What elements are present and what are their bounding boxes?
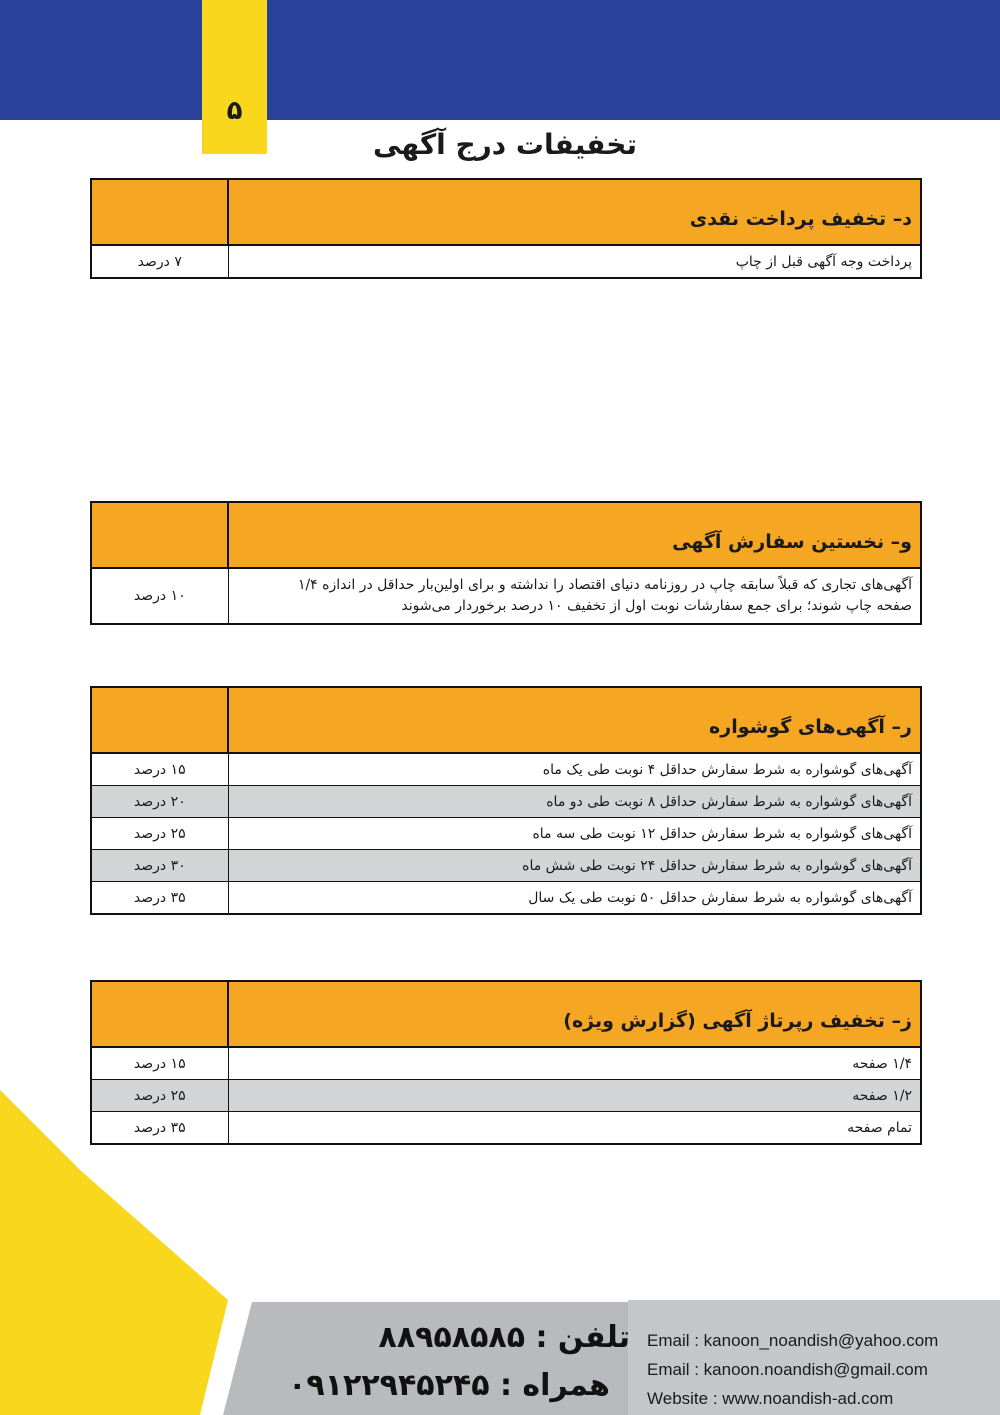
table-row [91, 1112, 921, 1145]
page-number: ۵ [226, 96, 243, 126]
row-description: پرداخت وجه آگهی قبل از چاپ [228, 245, 921, 278]
section-cash-payment-table [90, 178, 922, 279]
page-number-tab [202, 0, 267, 154]
section-header [91, 502, 921, 568]
row-discount: ۳۰ درصد [91, 850, 228, 882]
row-discount: ۷ درصد [91, 245, 228, 278]
row-description: ۱/۲ صفحه [228, 1080, 921, 1112]
section-header-blank [91, 687, 228, 753]
top-blue-band [0, 0, 1000, 120]
section-header [91, 981, 921, 1047]
row-discount: ۳۵ درصد [91, 1112, 228, 1145]
table-row [91, 1047, 921, 1080]
row-discount: ۲۵ درصد [91, 1080, 228, 1112]
row-discount: ۲۰ درصد [91, 786, 228, 818]
row-description-line: آگهی‌های تجاری که قبلاً سابقه چاپ در روزنامه دنیای اقتصاد را نداشته و برای اولین‌بار حداقل در اندازه ۱/۴ [297, 577, 912, 593]
row-discount: ۱۵ درصد [91, 753, 228, 786]
section-first-order-table [90, 501, 922, 625]
footer-phone: تلفن : ۸۸۹۵۸۵۸۵ [378, 1320, 630, 1355]
footer-email-yahoo[interactable]: Email : kanoon_noandish@yahoo.com [647, 1331, 939, 1350]
table-row [91, 850, 921, 882]
row-discount: ۱۵ درصد [91, 1047, 228, 1080]
section-heading: ز– تخفیف رپرتاژ آگهی (گزارش ویژه) [228, 981, 921, 1047]
section-heading: د– تخفیف پرداخت نقدی [228, 179, 921, 245]
footer-website[interactable]: Website : www.noandish-ad.com [647, 1389, 894, 1408]
section-reportage-table [90, 980, 922, 1145]
table-row [91, 245, 921, 278]
row-description [228, 568, 921, 624]
row-description: آگهی‌های گوشواره به شرط سفارش حداقل ۱۲ نوبت طی سه ماه [228, 818, 921, 850]
row-description: آگهی‌های گوشواره به شرط سفارش حداقل ۸ نوبت طی دو ماه [228, 786, 921, 818]
section-earpiece-ads-table [90, 686, 922, 915]
footer-mobile: همراه : ۰۹۱۲۲۹۴۵۲۴۵ [288, 1368, 610, 1403]
row-description: ۱/۴ صفحه [228, 1047, 921, 1080]
section-heading: ر– آگهی‌های گوشواره [228, 687, 921, 753]
row-description-line: صفحه چاپ شوند؛ برای جمع سفارشات نوبت اول از تخفیف ۱۰ درصد برخوردار می‌شوند [401, 598, 912, 614]
table-row [91, 1080, 921, 1112]
table-row [91, 786, 921, 818]
section-header-blank [91, 179, 228, 245]
table-row [91, 753, 921, 786]
section-header [91, 179, 921, 245]
section-header-blank [91, 502, 228, 568]
row-description: تمام صفحه [228, 1112, 921, 1145]
section-heading: و– نخستین سفارش آگهی [228, 502, 921, 568]
section-header [91, 687, 921, 753]
footer-contact-block [647, 1326, 938, 1413]
page-title: تخفیفات درج آگهی [373, 128, 637, 161]
table-row [91, 882, 921, 915]
section-header-blank [91, 981, 228, 1047]
row-description: آگهی‌های گوشواره به شرط سفارش حداقل ۲۴ نوبت طی شش ماه [228, 850, 921, 882]
table-row [91, 568, 921, 624]
row-description: آگهی‌های گوشواره به شرط سفارش حداقل ۴ نوبت طی یک ماه [228, 753, 921, 786]
table-row [91, 818, 921, 850]
row-discount: ۳۵ درصد [91, 882, 228, 915]
row-discount: ۲۵ درصد [91, 818, 228, 850]
row-discount: ۱۰ درصد [91, 568, 228, 624]
footer-email-gmail[interactable]: Email : kanoon.noandish@gmail.com [647, 1360, 928, 1379]
row-description: آگهی‌های گوشواره به شرط سفارش حداقل ۵۰ نوبت طی یک سال [228, 882, 921, 915]
